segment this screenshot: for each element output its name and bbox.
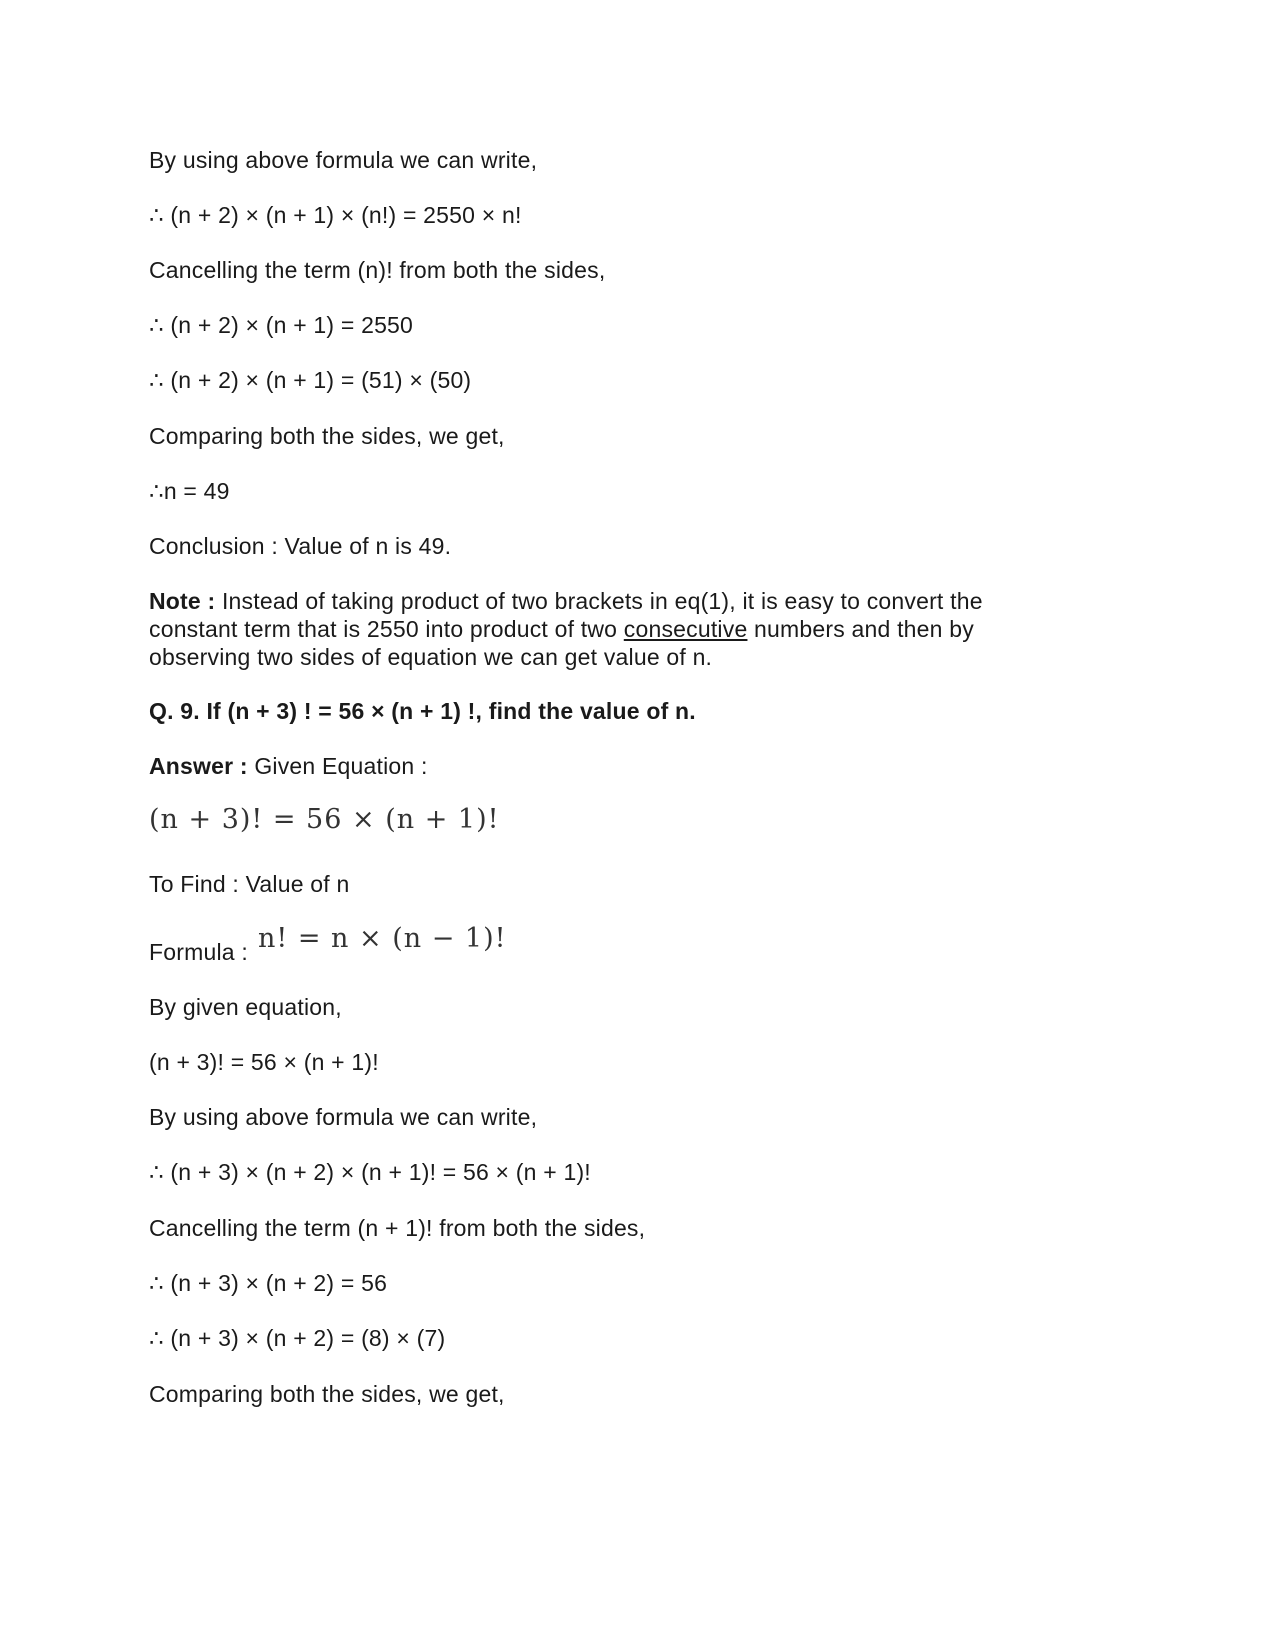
- note-text-before: Instead of taking product of two brackets in eq(1), it is easy to convert the constant term that is 2550 into product of two: [149, 588, 983, 642]
- answer-intro: Given Equation :: [247, 753, 428, 779]
- formula-image: n! = n × (n − 1)!: [258, 923, 507, 954]
- equation-line: ∴ (n + 2) × (n + 1) = 2550: [149, 312, 414, 338]
- equation-line: ∴n = 49: [149, 478, 230, 504]
- formula-label: Formula :: [149, 939, 248, 965]
- note-text-after: numbers and then by observing two sides of equation we can get value of n.: [149, 616, 974, 670]
- text-line: By given equation,: [149, 994, 342, 1020]
- text-line: By using above formula we can write,: [149, 1104, 538, 1130]
- equation-line: ∴ (n + 3) × (n + 2) = 56: [149, 1270, 388, 1296]
- to-find-line: To Find : Value of n: [149, 871, 350, 897]
- note-paragraph: [149, 587, 1049, 671]
- question-heading: Q. 9. If (n + 3) ! = 56 × (n + 1) !, find the value of n.: [149, 698, 696, 724]
- equation-line: ∴ (n + 3) × (n + 2) = (8) × (7): [149, 1325, 446, 1351]
- text-line: By using above formula we can write,: [149, 147, 538, 173]
- answer-label: Answer :: [149, 753, 248, 779]
- text-line: Cancelling the term (n)! from both the sides,: [149, 257, 606, 283]
- answer-line: [149, 752, 428, 780]
- conclusion-line: Conclusion : Value of n is 49.: [149, 533, 452, 559]
- equation-line: (n + 3)! = 56 × (n + 1)!: [149, 1049, 379, 1075]
- given-equation-image: (n + 3)! = 56 × (n + 1)!: [149, 804, 500, 835]
- note-label: Note :: [149, 588, 216, 614]
- equation-line: ∴ (n + 2) × (n + 1) = (51) × (50): [149, 367, 472, 393]
- note-underlined-word: consecutive: [623, 616, 748, 642]
- equation-line: ∴ (n + 3) × (n + 2) × (n + 1)! = 56 × (n + 1)!: [149, 1159, 591, 1185]
- text-line: Cancelling the term (n + 1)! from both the sides,: [149, 1215, 646, 1241]
- equation-line: ∴ (n + 2) × (n + 1) × (n!) = 2550 × n!: [149, 202, 522, 228]
- text-line: Comparing both the sides, we get,: [149, 1381, 505, 1407]
- text-line: Comparing both the sides, we get,: [149, 423, 505, 449]
